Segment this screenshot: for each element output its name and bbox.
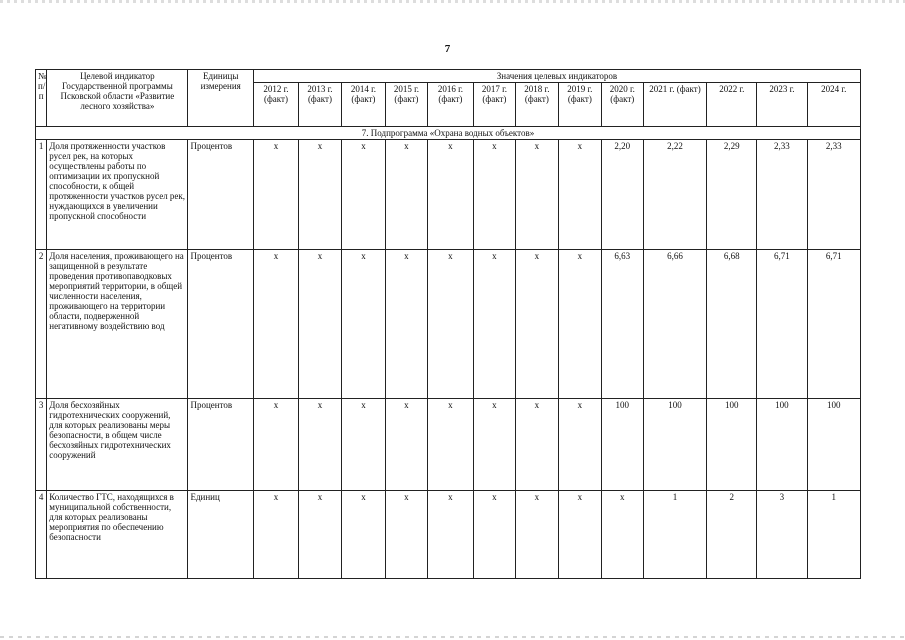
value-cell: 1: [807, 491, 861, 579]
value-cell: х: [473, 140, 515, 250]
value-cell: х: [341, 399, 385, 491]
header-year: 2023 г.: [757, 83, 807, 127]
value-cell: 1: [643, 491, 706, 579]
value-cell: х: [341, 250, 385, 399]
unit-cell: Процентов: [188, 140, 253, 250]
value-cell: 2,33: [807, 140, 861, 250]
value-cell: х: [427, 250, 473, 399]
value-cell: х: [298, 140, 341, 250]
subprogram-title: 7. Подпрограмма «Охрана водных объектов»: [36, 127, 861, 140]
scan-edge-top: [0, 0, 905, 3]
header-year: 2020 г. (факт): [601, 83, 643, 127]
header-year: 2013 г. (факт): [298, 83, 341, 127]
value-cell: х: [558, 491, 601, 579]
indicator-name: Доля бесхозяйных гидротехнических сооружений, для которых реализованы меры безопасности, в общем числе бесхозяйных гидротехнических сооружений: [47, 399, 188, 491]
value-cell: х: [253, 140, 298, 250]
value-cell: х: [473, 491, 515, 579]
value-cell: х: [558, 140, 601, 250]
table-row: [36, 140, 861, 250]
value-cell: 2,29: [707, 140, 757, 250]
header-year: 2022 г.: [707, 83, 757, 127]
value-cell: х: [385, 140, 427, 250]
value-cell: 6,63: [601, 250, 643, 399]
header-year: 2014 г. (факт): [341, 83, 385, 127]
unit-cell: Процентов: [188, 399, 253, 491]
value-cell: 2: [707, 491, 757, 579]
indicator-name: Доля протяженности участков русел рек, на которых осуществлены работы по оптимизации их пропускной способности, к общей протяженности участков русел рек, нуждающихся в увеличении пропускной способности: [47, 140, 188, 250]
unit-cell: Процентов: [188, 250, 253, 399]
value-cell: 100: [601, 399, 643, 491]
value-cell: х: [253, 250, 298, 399]
row-number: 1: [36, 140, 47, 250]
value-cell: х: [385, 399, 427, 491]
value-cell: х: [558, 399, 601, 491]
header-year: 2024 г.: [807, 83, 861, 127]
value-cell: 6,71: [807, 250, 861, 399]
header-num: № п/п: [36, 70, 47, 127]
value-cell: 100: [643, 399, 706, 491]
value-cell: х: [515, 250, 558, 399]
value-cell: х: [385, 491, 427, 579]
header-year: 2017 г. (факт): [473, 83, 515, 127]
value-cell: х: [298, 250, 341, 399]
value-cell: х: [341, 140, 385, 250]
header-year: 2021 г. (факт): [643, 83, 706, 127]
header-indicator: Целевой индикатор Государственной программы Псковской области «Развитие лесного хозяйства»: [47, 70, 188, 127]
value-cell: х: [515, 140, 558, 250]
value-cell: х: [515, 399, 558, 491]
value-cell: х: [473, 399, 515, 491]
value-cell: х: [427, 399, 473, 491]
row-number: 4: [36, 491, 47, 579]
header-values-group: Значения целевых индикаторов: [253, 70, 860, 83]
header-year: 2016 г. (факт): [427, 83, 473, 127]
value-cell: х: [473, 250, 515, 399]
value-cell: х: [341, 491, 385, 579]
value-cell: 2,22: [643, 140, 706, 250]
value-cell: х: [298, 491, 341, 579]
subprogram-row: [36, 127, 861, 140]
unit-cell: Единиц: [188, 491, 253, 579]
value-cell: 100: [807, 399, 861, 491]
value-cell: х: [385, 250, 427, 399]
header-year: 2019 г. (факт): [558, 83, 601, 127]
value-cell: х: [601, 491, 643, 579]
header-unit: Единицы измерения: [188, 70, 253, 127]
page-number: 7: [444, 43, 451, 55]
indicators-table: [35, 69, 861, 579]
scan-edge-bottom: [0, 636, 905, 638]
header-year: 2018 г. (факт): [515, 83, 558, 127]
table-row: [36, 250, 861, 399]
table-row: [36, 491, 861, 579]
indicator-name: Количество ГТС, находящихся в муниципальной собственности, для которых реализованы мероприятия по обеспечению безопасности: [47, 491, 188, 579]
header-year: 2015 г. (факт): [385, 83, 427, 127]
value-cell: х: [515, 491, 558, 579]
value-cell: 2,33: [757, 140, 807, 250]
header-row-top: [36, 70, 861, 83]
header-year: 2012 г. (факт): [253, 83, 298, 127]
row-number: 2: [36, 250, 47, 399]
value-cell: х: [558, 250, 601, 399]
value-cell: 2,20: [601, 140, 643, 250]
value-cell: х: [253, 491, 298, 579]
value-cell: 6,66: [643, 250, 706, 399]
value-cell: х: [427, 140, 473, 250]
value-cell: 6,71: [757, 250, 807, 399]
row-number: 3: [36, 399, 47, 491]
value-cell: х: [427, 491, 473, 579]
value-cell: х: [298, 399, 341, 491]
value-cell: х: [253, 399, 298, 491]
value-cell: 6,68: [707, 250, 757, 399]
value-cell: 100: [707, 399, 757, 491]
indicator-name: Доля населения, проживающего на защищенной в результате проведения противопаводковых мероприятий территории, в общей численности населения, проживающего на территории области, подверженной негативному воздействию вод: [47, 250, 188, 399]
table-row: [36, 399, 861, 491]
value-cell: 100: [757, 399, 807, 491]
value-cell: 3: [757, 491, 807, 579]
